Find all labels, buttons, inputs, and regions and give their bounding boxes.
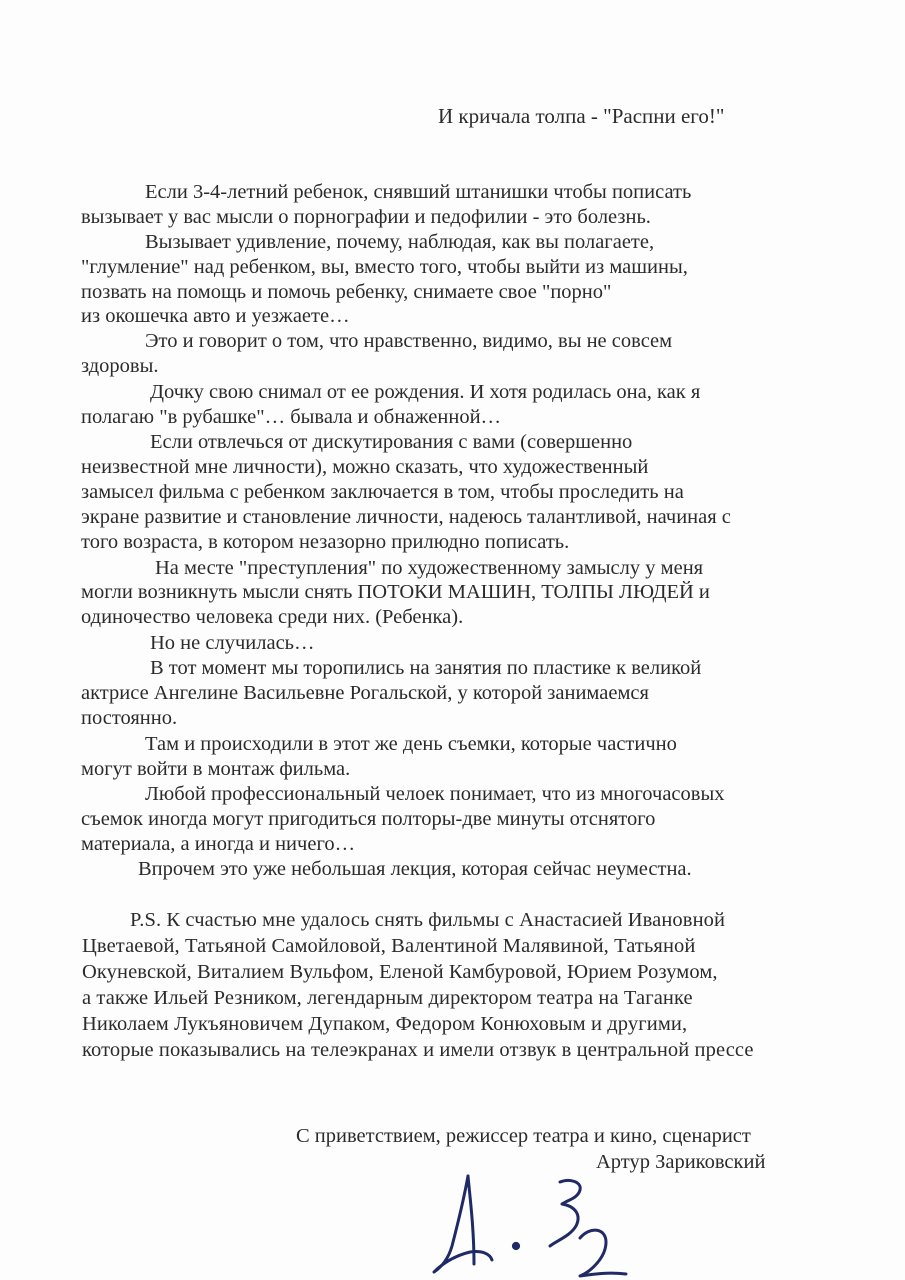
body-line: Дочку свою снимал от ее рождения. И хотя родилась она, как я (150, 381, 701, 403)
body-line: здоровы. (81, 355, 159, 377)
body-line: На месте "преступления" по художественному замыслу у меня (155, 557, 704, 579)
ps-line: P.S. К счастью мне удалось снять фильмы с Анастасией Ивановной (130, 909, 726, 931)
author-name: Артур Зариковский (596, 1151, 766, 1173)
body-line: Впрочем это уже небольшая лекция, которая сейчас неуместна. (138, 858, 692, 880)
body-line: вызывает у вас мысли о порнографии и педофилии - это болезнь. (81, 206, 651, 228)
body-line: неизвестной мне личности), можно сказать, что художественный (81, 456, 649, 478)
body-line: одиночество человека среди них. (Ребенка). (81, 606, 464, 628)
body-line: Там и происходили в этот же день съемки, которые частично (145, 733, 677, 755)
body-line: актрисе Ангелине Васильевне Рогальской, у которой занимаемся (81, 682, 649, 704)
body-line: В тот момент мы торопились на занятия по пластике к великой (150, 657, 702, 679)
body-line: могли возникнуть мысли снять ПОТОКИ МАШИН, ТОЛПЫ ЛЮДЕЙ и (81, 581, 710, 603)
body-line: замысел фильма с ребенком заключается в том, чтобы проследить на (81, 481, 684, 503)
signature-stroke (550, 1180, 580, 1246)
body-line: того возраста, в котором незазорно прилюдно пописать. (81, 531, 570, 553)
ps-line: Цветаевой, Татьяной Самойловой, Валентиной Малявиной, Татьяной (82, 935, 696, 957)
body-line: постоянно. (81, 707, 178, 729)
ps-line: Окуневской, Виталием Вульфом, Еленой Камбуровой, Юрием Розумом, (82, 961, 718, 983)
body-line: Если отвлечься от дискутирования с вами (совершенно (150, 431, 633, 453)
body-line: могут войти в монтаж фильма. (81, 758, 351, 780)
body-line: съемок иногда могут пригодиться полторы-две минуты отснятого (81, 808, 656, 830)
ps-line: которые показывались на телеэкранах и имели отзвук в центральной прессе (82, 1039, 754, 1061)
body-line: Это и говорит о том, что нравственно, видимо, вы не совсем (145, 330, 673, 352)
signature-dot (513, 1243, 518, 1248)
body-line: Но не случилась… (150, 632, 315, 654)
body-line: материала, а иногда и ничего… (81, 833, 356, 855)
body-line: Вызывает удивление, почему, наблюдая, как вы полагаете, (145, 231, 655, 253)
ps-line: Николаем Лукъяновичем Дупаком, Федором Конюховым и другими, (82, 1013, 688, 1035)
signature-image (430, 1168, 660, 1280)
epigraph: И кричала толпа - "Распни его!" (438, 104, 725, 128)
body-line: из окошечка авто и уезжаете… (81, 305, 350, 327)
signature-stroke (580, 1230, 626, 1276)
body-line: Любой профессиональный челоек понимает, что из многочасовых (145, 783, 725, 805)
body-line: Если 3-4-летний ребенок, снявший штанишки чтобы пописать (145, 181, 692, 203)
body-line: полагаю "в рубашке"… бывала и обнаженной… (81, 406, 502, 428)
closing-line: С приветствием, режиссер театра и кино, сценарист (296, 1125, 751, 1147)
body-line: позвать на помощь и помочь ребенку, снимаете свое "порно" (81, 281, 612, 303)
body-line: "глумление" над ребенком, вы, вместо того, чтобы выйти из машины, (81, 256, 688, 278)
body-line: экране развитие и становление личности, надеюсь талантливой, начиная с (81, 506, 731, 528)
signature-stroke (434, 1176, 492, 1272)
ps-line: а также Ильей Резником, легендарным директором театра на Таганке (82, 987, 693, 1009)
